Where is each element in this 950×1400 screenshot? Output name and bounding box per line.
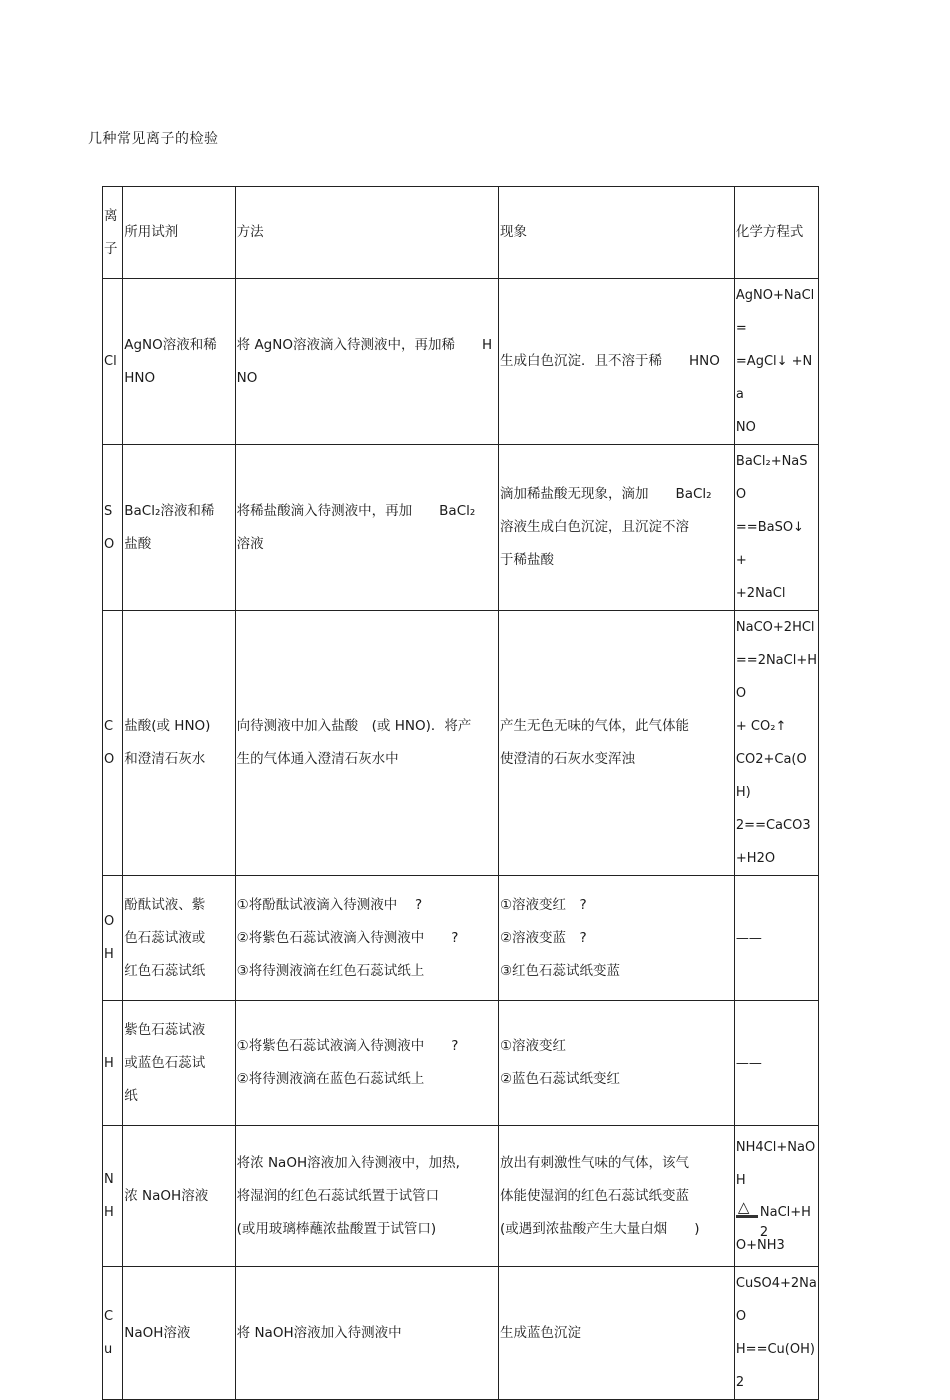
equation-line: NaCl+H2 [759,1204,811,1240]
equation-cell [734,1126,818,1267]
equation-cell: CuSO4+2NaO H==Cu(OH)2 [734,1267,818,1400]
ion-cell: Cl [103,279,123,445]
reagent-cell: AgNO溶液和稀 HNO [123,279,235,445]
reagent-cell: NaOH溶液 [123,1267,235,1400]
table-row [103,445,819,611]
equation-cell: NaCO+2HCl ==2NaCl+HO + CO₂↑ CO2+Ca(OH) 2==CaCO3 +H2O [734,611,818,876]
ion-cell: OH [103,876,123,1001]
equation-cell: BaCl₂+NaSO ==BaSO↓ + +2NaCl [734,445,818,611]
phenomenon-cell: 产生无色无味的气体，此气体能 使澄清的石灰水变浑浊 [498,611,734,876]
equation-cell: —— [734,876,818,1001]
ion-cell: Cu [103,1267,123,1400]
phenomenon-cell: 放出有刺激性气味的气体，该气 体能使湿润的红色石蕊试纸变蓝 (或遇到浓盐酸产生大量白烟 ) [498,1126,734,1267]
ion-cell: H [103,1001,123,1126]
method-cell: 将 AgNO溶液滴入待测液中，再加稀 H NO [235,279,498,445]
phenomenon-cell: 滴加稀盐酸无现象，滴加 BaCl₂ 溶液生成白色沉淀，且沉淀不溶 于稀盐酸 [498,445,734,611]
reagent-cell: BaCl₂溶液和稀 盐酸 [123,445,235,611]
reagent-cell: 酚酞试液、紫 色石蕊试液或 红色石蕊试纸 [123,876,235,1001]
header-phenomenon: 现象 [498,187,734,279]
method-cell: 将浓 NaOH溶液加入待测液中，加热, 将湿润的红色石蕊试纸置于试管口 (或用玻璃棒蘸浓盐酸置于试管口) [235,1126,498,1267]
equation-cell: AgNO+NaCl= =AgCl↓ +Na NO [734,279,818,445]
table-row [103,279,819,445]
equation-line: NH4Cl+NaOH [735,1139,816,1188]
phenomenon-cell: 生成白色沉淀．且不溶于稀 HNO [498,279,734,445]
reagent-cell: 浓 NaOH溶液 [123,1126,235,1267]
phenomenon-cell: ①溶液变红 ②蓝色石蕊试纸变红 [498,1001,734,1126]
heating-condition [736,1197,817,1240]
method-cell: 向待测液中加入盐酸 (或 HNO)．将产 生的气体通入澄清石灰水中 [235,611,498,876]
table-row [103,1001,819,1126]
delta-icon: △ [737,1197,750,1216]
ion-cell: CO [103,611,123,876]
method-cell: ①将酚酞试液滴入待测液中 ? ②将紫色石蕊试液滴入待测液中 ? ③将待测液滴在红色石蕊试纸上 [235,876,498,1001]
page-title: 几种常见离子的检验 [88,131,219,147]
phenomenon-cell: ①溶液变红 ? ②溶液变蓝 ? ③红色石蕊试纸变蓝 [498,876,734,1001]
ion-cell: SO [103,445,123,611]
table-row [103,1267,819,1400]
equation-cell: —— [734,1001,818,1126]
header-ion: 离 子 [103,187,123,279]
header-reagent: 所用试剂 [123,187,235,279]
phenomenon-cell: 生成蓝色沉淀 [498,1267,734,1400]
reaction-arrow [736,1215,758,1218]
method-cell: ①将紫色石蕊试液滴入待测液中 ? ②将待测液滴在蓝色石蕊试纸上 [235,1001,498,1126]
method-cell: 将稀盐酸滴入待测液中，再加 BaCl₂ 溶液 [235,445,498,611]
table-row [103,1126,819,1267]
header-equation: 化学方程式 [734,187,818,279]
ion-test-table [102,186,819,1400]
ion-cell: NH [103,1126,123,1267]
table-row [103,611,819,876]
reagent-cell: 紫色石蕊试液 或蓝色石蕊试 纸 [123,1001,235,1126]
method-cell: 将 NaOH溶液加入待测液中 [235,1267,498,1400]
table-header-row [103,187,819,279]
header-method: 方法 [235,187,498,279]
table-row [103,876,819,1001]
reagent-cell: 盐酸(或 HNO) 和澄清石灰水 [123,611,235,876]
equation-line: O+NH3 [735,1237,785,1253]
